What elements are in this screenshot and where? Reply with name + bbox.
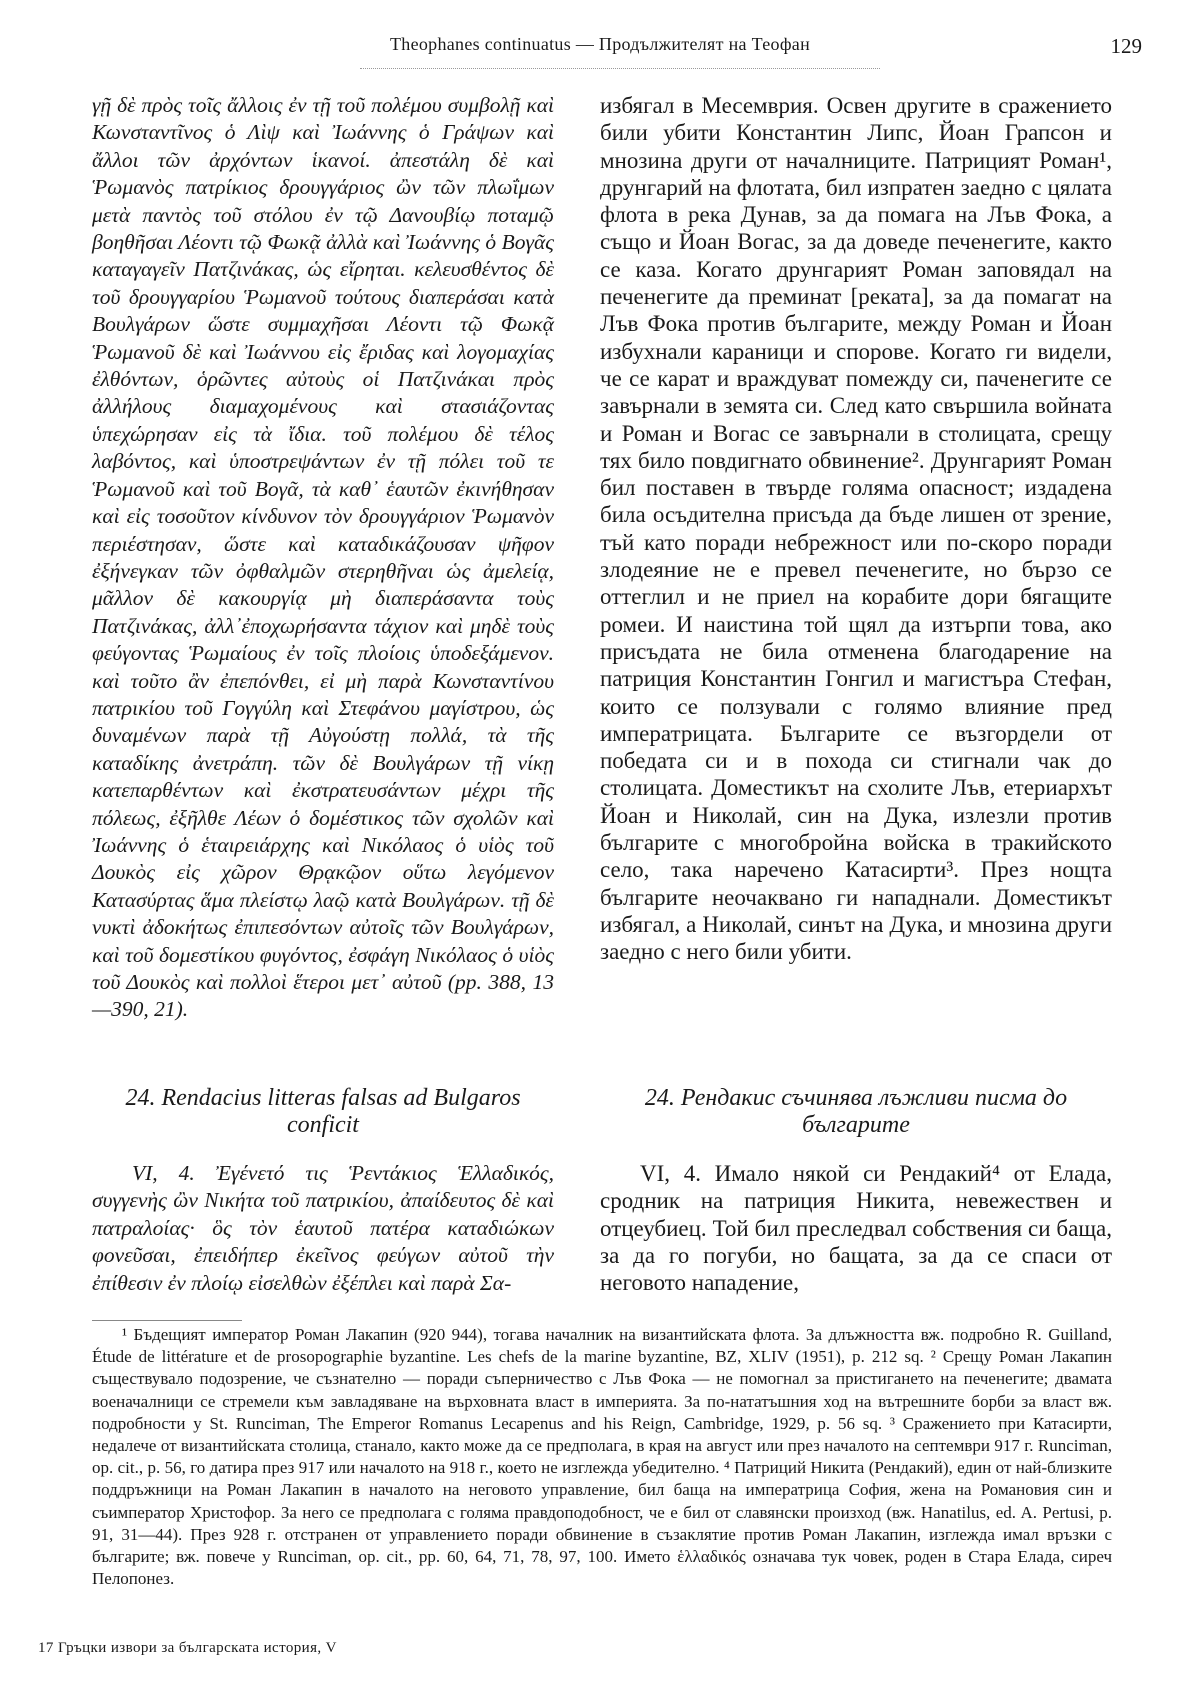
greek-text-section-24: VI, 4. Ἐγένετό τις Ῥεντάκιος Ἑλλαδικός, συγγενὴς ὢν Νικήτα τοῦ πατρικίου, ἀπαίδευτος δὲ καὶ πατραλοίας· ὃς τὸν ἑαυτοῦ πατέρα καταδιώκων φονεῦσαι, ἐπειδήπερ ἐκεῖνος φεύγων αὐτοῦ τὴν ἐπίθεσιν ἐν πλοίῳ εἰσελθὼν ἐξέπλει καὶ παρὰ Σα- — [92, 1161, 554, 1295]
page-number: 129 — [1110, 34, 1142, 58]
footnote-rule — [92, 1320, 242, 1321]
printer-signature: 17 Гръцки извори за българската история, V — [38, 1640, 337, 1656]
bulgarian-text-section-24: VI, 4. Имало някой си Рендакий⁴ от Елада, сродник на патриция Никита, невежествен и отцеубиец. Той бил преследвал собствения си баща, за да го погуби, но бащата, за да се спаси от неговото нападение, — [600, 1161, 1112, 1296]
running-head: Theophanes continuatus — Продължителят на Теофан — [389, 34, 811, 54]
section-heading-bulgarian: 24. Рендакис съчинява лъжливи писма до българите — [644, 1085, 1068, 1138]
bulgarian-text-section-23: избягал в Месемврия. Освен другите в сражението били убити Константин Липс, Йоан Грапсон и мнозина други от началниците. Патрицият Роман¹, друнгарий на флотата, бил изпратен заедно с цялата флота в река Дунав, за да помага на Лъв Фока, а също и Йоан Вогас, за да доведе печенегите, както се каза. Когато друнгарият Роман заповядал на печенегите да преминат [реката], за да помагат на Лъв Фока против българите, между Роман и Йоан избухнали караници и спорове. Когато ги видели, че се карат и враждуват помежду си, паченегите се завърнали в земята си. След като свършила войната и Роман и Вогас се завърнали в столицата, срещу тях било повдигнато обвинение². Друнгарият Роман бил поставен в твърде голяма опасност; издадена била осъдителна присъда да бъде лишен от зрение, тъй като поради небрежност или по-скоро поради злодеяние не е превел печенегите, но бързо се оттеглил и не приел на корабите дори бягащите ромеи. И наистина той щял да изтърпи това, ако присъдата не била отменена благодарение на патриция Константин Гонгил и магистъра Стефан, които се ползували с голямо влияние пред императрицата. Българите се възгордели от победата си и в похода си стигнали чак до столицата. Доместикът на схолите Лъв, етериархът Йоан и Николай, син на Дука, излезли против българите с многобройна войска в тракийското село, така наречено Катасирти³. През нощта българите неочаквано ги нападнали. Доместикът избягал, а Николай, синът на Дука, и мнозина други заедно с него били убити. — [600, 93, 1112, 965]
footnotes: ¹ Бъдещият император Роман Лакапин (920 944), тогава началник на византийската флота. За длъжността вж. подробно R. Guilland, Étude de littérature et de prosopographie byzantine. Les chefs de la marine byzantine, BZ, XLIV (1951), p. 212 sq. ² Срещу Роман Лакапин съществувало подозрение, че съзнателно — поради съперничество с Лъв Фока — не помогнал за пристигането на печенегите; двамата военачалници се стремели към завладяване на върховната власт в империята. За по-нататъшния ход на вътрешните борби за власт вж. подробности у St. Runciman, The Emperor Romanus Lecapenus and his Reign, Cambridge, 1929, p. 56 sq. ³ Сражението при Катасирти, недалече от византийската столица, станало, както може да се предполага, в края на август или през началото на септември 917 г. Runciman, op. cit., p. 56, го датира през 917 или началото на 918 г., което не изглежда убедително. ⁴ Патриций Никита (Рендакий), един от най-близките поддръжници на Роман Лакапин в началото на неговото управление, бил баща на императрица София, жена на Романовия син и съимператор Христофор. За него се предполага с голяма правдоподобност, че е бил от славянски произход (вж. Hanatilus, ed. A. Pertusi, p. 91, 31—44). През 928 г. отстранен от управлението поради обвинение в съзаклятие против Роман Лакапин, изглежда имал връзки с българите; вж. повече у Runciman, op. cit., pp. 60, 64, 71, 78, 97, 100. Името ἑλλαδικός означава тук човек, роден в Стара Елада, сиреч Пелопонез. — [92, 1325, 1112, 1589]
header-rule — [360, 68, 880, 69]
greek-text-section-23: γῇ δὲ πρὸς τοῖς ἄλλοις ἐν τῇ τοῦ πολέμου συμβολῇ καὶ Κωνσταντῖνος ὁ Λὶψ καὶ Ἰωάννης ὁ Γράψων καὶ ἄλλοι τῶν ἀρχόντων ἱκανοί. ἀπεστάλη δὲ καὶ Ῥωμανὸς πατρίκιος δρουγγάριος ὢν τῶν πλωΐμων μετὰ παντὸς τοῦ στόλου ἐν τῷ Δανουβίῳ ποταμῷ βοηθῆσαι Λέοντι τῷ Φωκᾷ ἀλλὰ καὶ Ἰωάννης ὁ Βογᾶς καταγαγεῖν Πατζινάκας, ὡς εἴρηται. κελευσθέντος δὲ τοῦ δρουγγαρίου Ῥωμανοῦ τούτους διαπεράσαι κατὰ Βουλγάρων ὥστε συμμαχῆσαι Λέοντι τῷ Φωκᾷ Ῥωμανοῦ δὲ καὶ Ἰωάννου εἰς ἔριδας καὶ λογομαχίας ἐλθόντων, ὁρῶντες αὐτοὺς οἱ Πατζινάκαι πρὸς ἀλλήλους διαμαχομένους καὶ στασιάζοντας ὑπεχώρησαν εἰς τὰ ἴδια. τοῦ πολέμου δὲ τέλος λαβόντος, καὶ ὑποστρεψάντων ἐν τῇ πόλει τοῦ τε Ῥωμανοῦ καὶ τοῦ Βογᾶ, τὰ καθ᾽ ἑαυτῶν ἐκινήθησαν καὶ εἰς τοσοῦτον κίνδυνον τὸν δρουγγάριον Ῥωμανὸν περιέστησαν, ὥστε καὶ καταδικάζουσαν ψῆφον ἐξήνεγκαν τῶν ὀφθαλμῶν στερηθῆναι ὡς ἀμελείᾳ, μᾶλλον δὲ κακουργίᾳ μὴ διαπεράσαντα τοὺς Πατζινάκας, ἀλλ᾽ἐποχωρήσαντα τάχιον καὶ μηδὲ τοὺς φεύγοντας Ῥωμαίους ἐν τοῖς πλοίοις ὑποδεξάμενον. καὶ τοῦτο ἂν ἐπεπόνθει, εἰ μὴ παρὰ Κωνσταντίνου πατρικίου τοῦ Γογγύλη καὶ Στεφάνου μαγίστρου, ὡς δυναμένων παρὰ τῇ Αὐγούστῃ πολλά, τὰ τῆς καταδίκης ἀνετράπη. τῶν δὲ Βουλγάρων τῇ νίκῃ κατεπαρθέντων καὶ ἐκστρατευσάντων μέχρι τῆς πόλεως, ἐξῆλθε Λέων ὁ δομέστικος τῶν σχολῶν καὶ Ἰωάννης ὁ ἑταιρειάρχης καὶ Νικόλαος ὁ υἱὸς τοῦ Δουκὸς εἰς χῶρον Θρᾳκῷον οὕτω λεγόμενον Κατασύρτας ἅμα πλείστῳ λαῷ κατὰ Βουλγάρων. τῇ δὲ νυκτὶ ἀδοκήτως ἐπιπεσόντων αὐτοῖς τῶν Βουλγάρων, καὶ τοῦ δομεστίκου φυγόντος, ἐσφάγη Νικόλαος ὁ υἱὸς τοῦ Δουκὸς καὶ πολλοὶ ἕτεροι μετ᾽ αὐτοῦ (pp. 388, 13—390, 21). — [92, 93, 554, 1022]
section-heading-latin: 24. Rendacius litteras falsas ad Bulgaros conficit — [125, 1085, 521, 1138]
